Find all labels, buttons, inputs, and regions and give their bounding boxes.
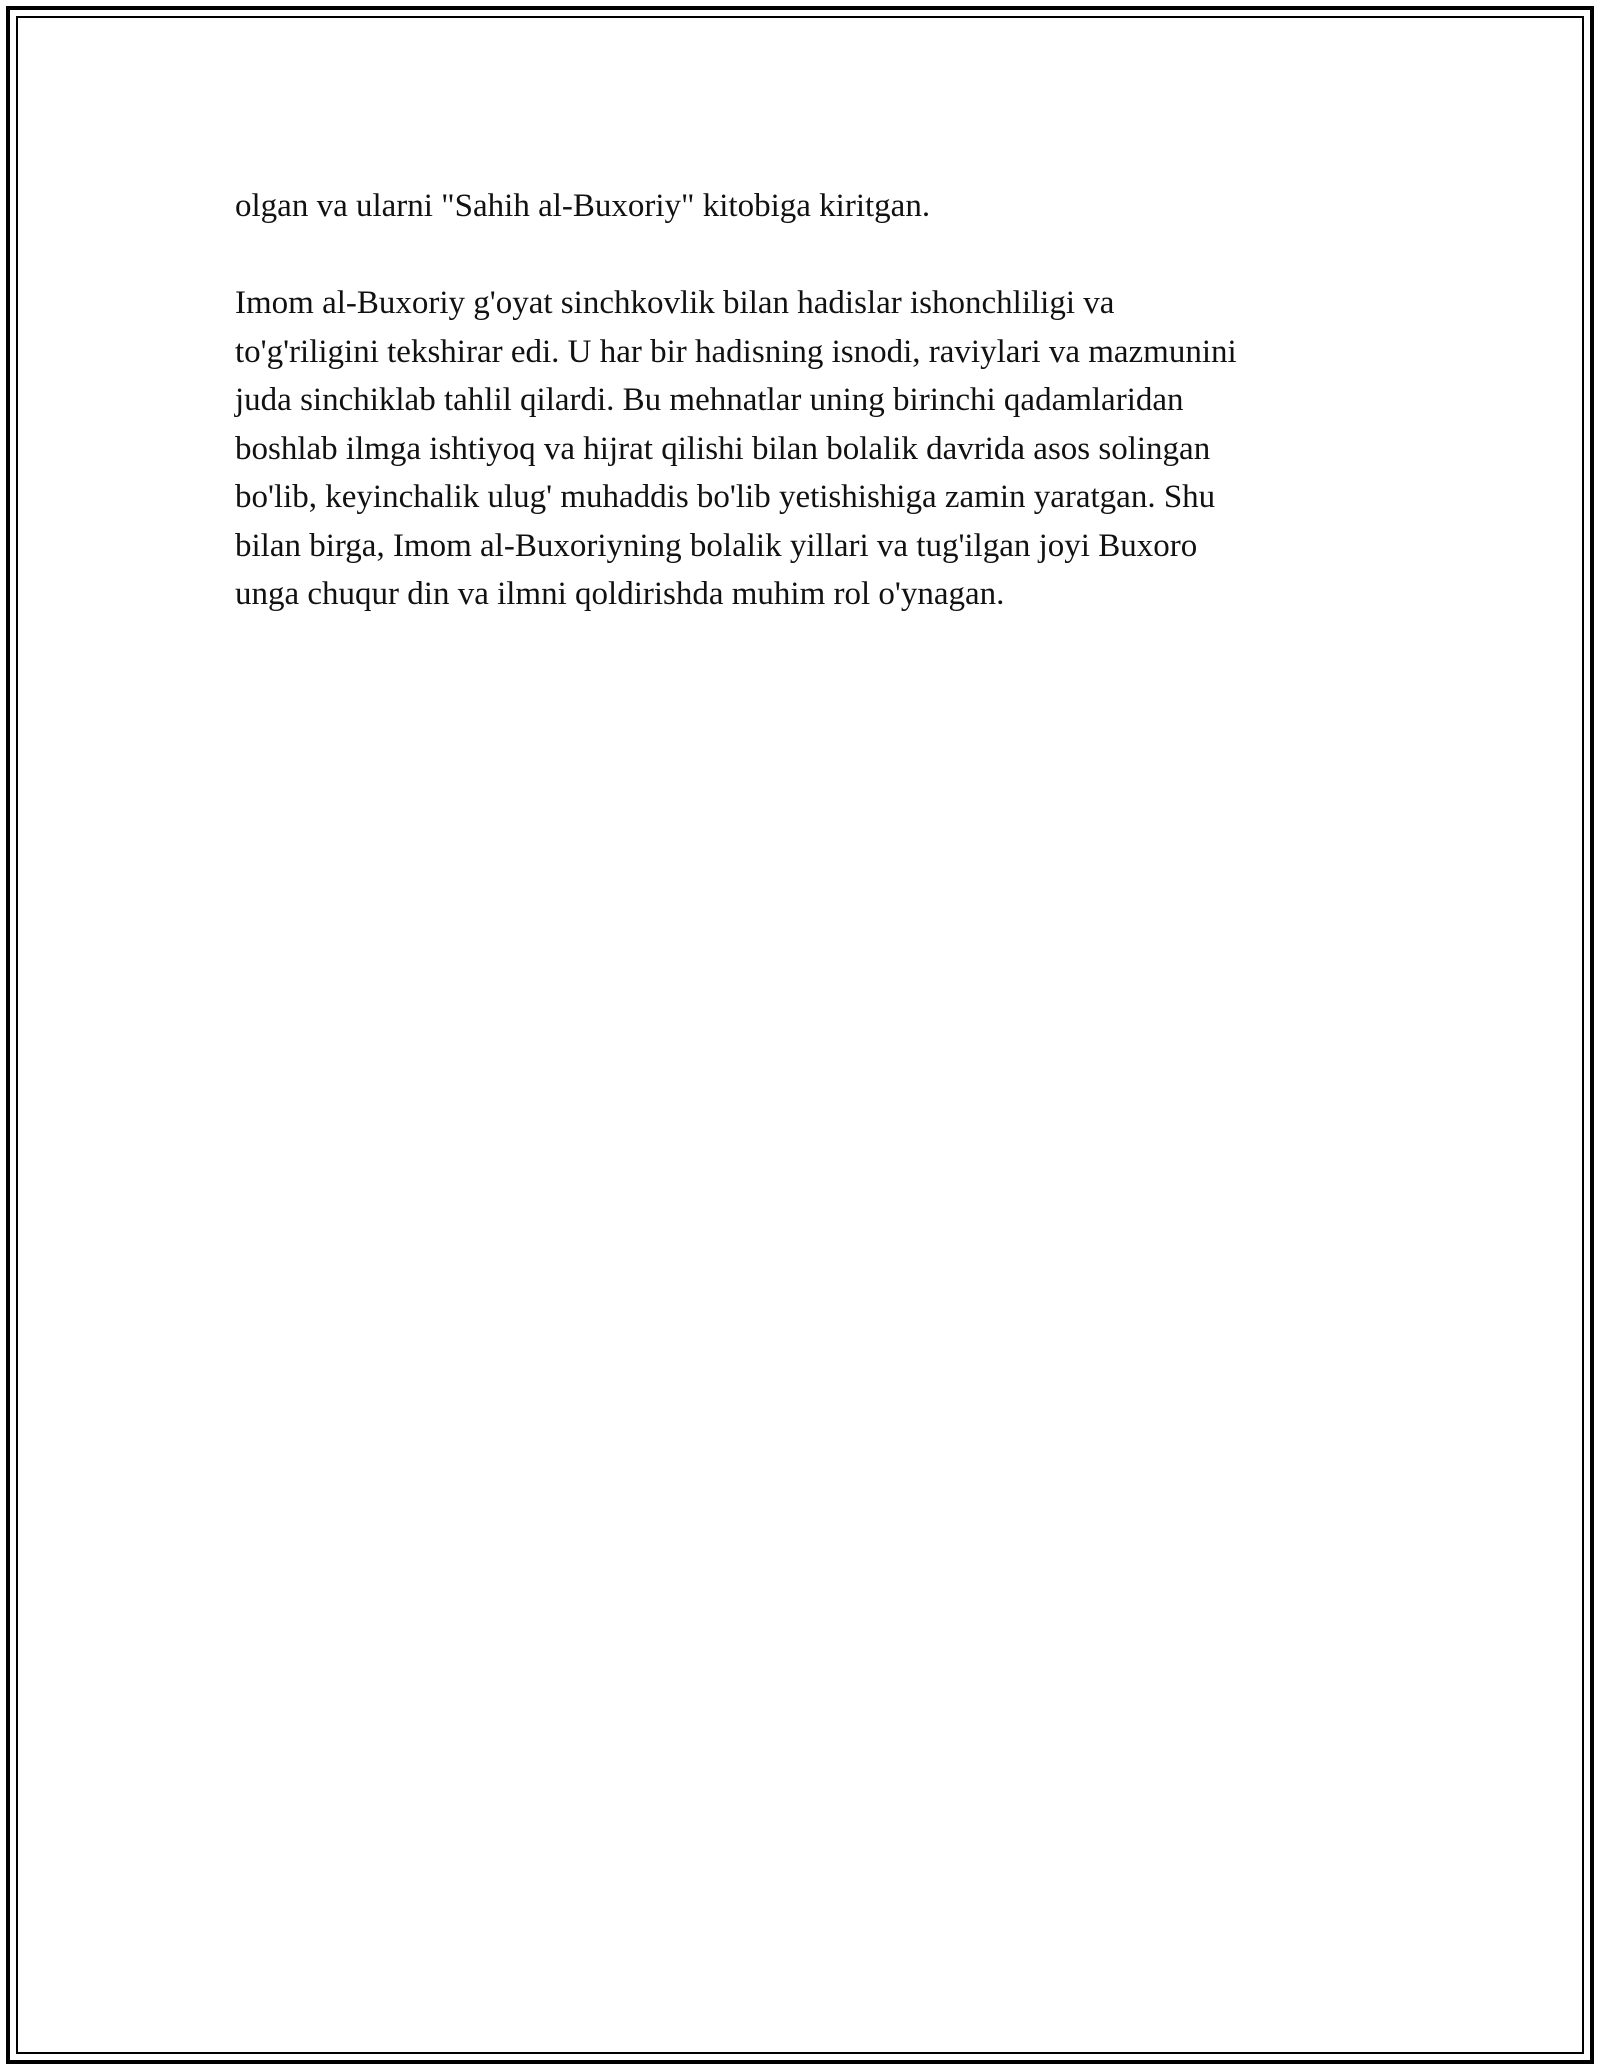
document-body xyxy=(235,182,1365,619)
paragraph-bukhari-verification: Imom al-Buxoriy g'oyat sinchkovlik bilan hadislar ishonchliligi va to'g'riligini tekshirar edi. U har bir hadisning isnodi, raviylari va mazmunini juda sinchiklab tahlil qilardi. Bu mehnatlar uning birinchi qadamlaridan boshlab ilmga ishtiyoq va hijrat qilishi bilan bolalik davrida asos solingan bo'lib, keyinchalik ulug' muhaddis bo'lib yetishishiga zamin yaratgan. Shu bilan birga, Imom al-Buxoriyning bolalik yillari va tug'ilgan joyi Buxoro unga chuqur din va ilmni qoldirishda muhim rol o'ynagan. xyxy=(235,285,1237,612)
paragraph-continuation: olgan va ularni "Sahih al-Buxoriy" kitobiga kiritgan. xyxy=(235,188,931,224)
